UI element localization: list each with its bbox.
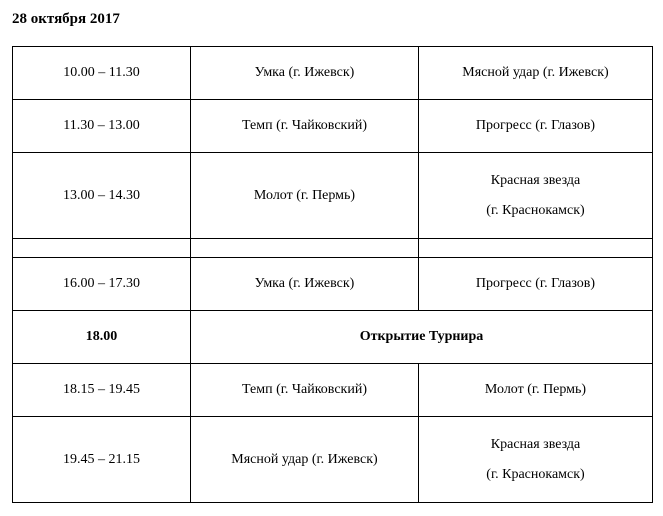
team2-cell bbox=[419, 417, 653, 503]
team2-cell: Мясной удар (г. Ижевск) bbox=[419, 47, 653, 100]
team1-cell: Мясной удар (г. Ижевск) bbox=[191, 417, 419, 503]
time-cell: 10.00 – 11.30 bbox=[13, 47, 191, 100]
time-cell: 11.30 – 13.00 bbox=[13, 100, 191, 153]
table-row-empty bbox=[13, 239, 653, 258]
time-cell: 16.00 – 17.30 bbox=[13, 258, 191, 311]
team1-cell bbox=[191, 239, 419, 258]
table-row bbox=[13, 364, 653, 417]
time-cell: 19.45 – 21.15 bbox=[13, 417, 191, 503]
team2-name: Красная звезда bbox=[490, 172, 581, 188]
team1-cell: Умка (г. Ижевск) bbox=[191, 47, 419, 100]
team1-cell: Темп (г. Чайковский) bbox=[191, 100, 419, 153]
table-row bbox=[13, 417, 653, 503]
team2-city: (г. Краснокамск) bbox=[486, 466, 585, 482]
team1-cell: Молот (г. Пермь) bbox=[191, 153, 419, 239]
team2-city: (г. Краснокамск) bbox=[486, 202, 585, 218]
event-cell: Открытие Турнира bbox=[191, 311, 653, 364]
table-row-opening bbox=[13, 311, 653, 364]
time-cell: 18.15 – 19.45 bbox=[13, 364, 191, 417]
time-cell bbox=[13, 239, 191, 258]
team2-cell: Молот (г. Пермь) bbox=[419, 364, 653, 417]
table-row bbox=[13, 47, 653, 100]
team2-cell bbox=[419, 239, 653, 258]
table-row bbox=[13, 100, 653, 153]
schedule-table bbox=[12, 46, 653, 503]
time-cell: 13.00 – 14.30 bbox=[13, 153, 191, 239]
date-heading: 28 октября 2017 bbox=[12, 11, 120, 27]
table-row bbox=[13, 153, 653, 239]
table-row bbox=[13, 258, 653, 311]
team2-cell: Прогресс (г. Глазов) bbox=[419, 100, 653, 153]
time-cell: 18.00 bbox=[13, 311, 191, 364]
team2-name: Красная звезда bbox=[490, 436, 581, 452]
team1-cell: Темп (г. Чайковский) bbox=[191, 364, 419, 417]
team1-cell: Умка (г. Ижевск) bbox=[191, 258, 419, 311]
team2-cell: Прогресс (г. Глазов) bbox=[419, 258, 653, 311]
team2-cell bbox=[419, 153, 653, 239]
